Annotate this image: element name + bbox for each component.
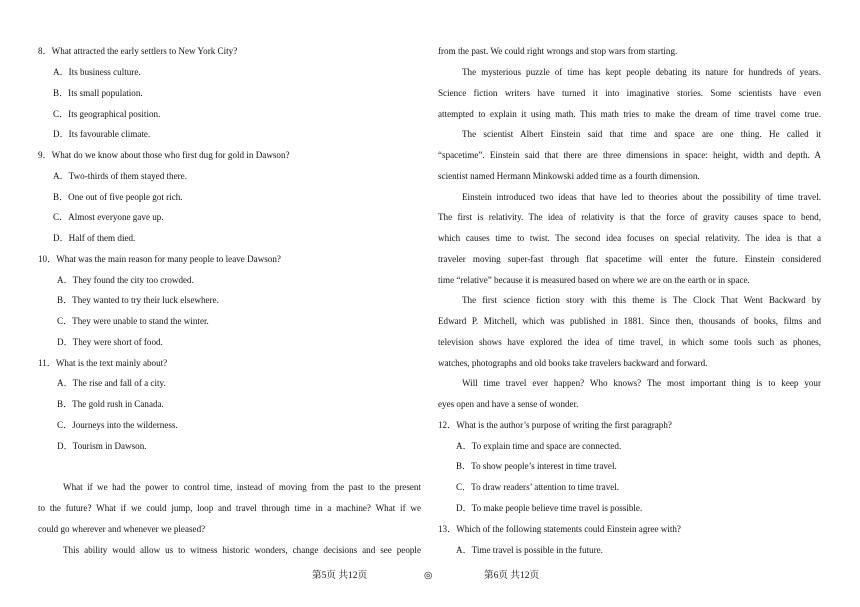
- passage-line: Will time travel ever happen? Who knows? The most important thing is to keep your: [462, 378, 821, 388]
- question-12-stem: 12．What is the author’s purpose of writing the first paragraph?: [438, 420, 672, 430]
- question-10-option-d: D．They were short of food.: [57, 337, 163, 347]
- question-9-option-b: B．One out of five people got rich.: [53, 192, 183, 202]
- question-12-option-c: C．To draw readers’ attention to time travel.: [456, 482, 620, 492]
- passage-line: attempted to explain it using math. This math tries to make the dream of time travel come true.: [438, 109, 821, 119]
- question-8-option-a: A．Its business culture.: [53, 67, 141, 77]
- question-8-option-d: D．Its favourable climate.: [53, 129, 151, 139]
- question-9-stem: 9．What do we know about those who first dug for gold in Dawson?: [38, 150, 290, 160]
- passage-line: television shows have explored the idea of time travel, in which some tools such as phones,: [438, 337, 821, 347]
- question-8-option-c: C．Its geographical position.: [53, 109, 161, 119]
- passage-line: The first is relativity. The idea of relativity is that the force of gravity causes space to bend,: [438, 212, 821, 222]
- passage-line: time “relative” because it is measured based on where we are on the earth or in space.: [438, 275, 750, 285]
- passage-line: The first science fiction story with this theme is The Clock That Went Backward by: [462, 295, 821, 305]
- passage-line: traveler moving super-fast through flat spacetime will enter the future. Einstein considered: [438, 254, 821, 264]
- passage-line: watches, photographs and old books take travelers backward and forward.: [438, 358, 708, 368]
- passage-line: which causes time to twist. The second idea focuses on special relativity. The idea is that a: [438, 233, 821, 243]
- passage-line: Science fiction writers have turned it into imaginative stories. Some scientists have even: [438, 88, 821, 98]
- question-8-stem: 8．What attracted the early settlers to New York City?: [38, 46, 238, 56]
- question-10-option-c: C．They were unable to stand the winter.: [57, 316, 209, 326]
- center-mark-icon: ◎: [424, 570, 433, 581]
- question-10-stem: 10．What was the main reason for many people to leave Dawson?: [38, 254, 281, 264]
- passage-line: The mysterious puzzle of time has kept people debating its nature for hundreds of years.: [462, 67, 821, 77]
- passage-line: to the future? What if we could jump, loop and travel through time in a machine? What if we: [38, 503, 421, 513]
- passage-line: could go wherever and whenever we pleased?: [38, 524, 206, 534]
- passage-line: The scientist Albert Einstein said that time and space are one thing. He called it: [462, 129, 821, 139]
- passage-line: scientist named Hermann Minkowski added time as a fourth dimension.: [438, 171, 700, 181]
- passage-line: “spacetime”. Einstein said that there are three dimensions in space: height, width and depth. A: [438, 150, 821, 160]
- passage-line: Einstein introduced two ideas that have led to theories about the possibility of time travel.: [462, 192, 821, 202]
- question-12-option-b: B．To show people’s interest in time travel.: [456, 461, 617, 471]
- question-13-stem: 13．Which of the following statements could Einstein agree with?: [438, 524, 681, 534]
- question-9-option-d: D．Half of them died.: [53, 233, 136, 243]
- question-9-option-a: A．Two-thirds of them stayed there.: [53, 171, 187, 181]
- question-11-option-d: D．Tourism in Dawson.: [57, 441, 147, 451]
- question-8-option-b: B．Its small population.: [53, 88, 143, 98]
- passage-line: Edward P. Mitchell, which was published in 1881. Since then, thousands of books, films and: [438, 316, 821, 326]
- question-10-option-a: A．They found the city too crowded.: [57, 275, 194, 285]
- question-12-option-d: D．To make people believe time travel is possible.: [456, 503, 643, 513]
- question-13-option-a: A．Time travel is possible in the future.: [456, 545, 603, 555]
- question-11-option-a: A．The rise and fall of a city.: [57, 378, 166, 388]
- passage-line: from the past. We could right wrongs and stop wars from starting.: [438, 46, 678, 56]
- question-11-option-c: C．Journeys into the wilderness.: [57, 420, 178, 430]
- question-11-option-b: B．The gold rush in Canada.: [57, 399, 164, 409]
- question-10-option-b: B．They wanted to try their luck elsewhere.: [57, 295, 219, 305]
- passage-line: eyes open and have a sense of wonder.: [438, 399, 579, 409]
- passage-line: What if we had the power to control time, instead of moving from the past to the present: [63, 482, 421, 492]
- passage-line: This ability would allow us to witness historic wonders, change decisions and see people: [63, 545, 421, 555]
- page-number-left: 第5页 共12页: [312, 570, 368, 581]
- question-11-stem: 11．What is the text mainly about?: [38, 358, 168, 368]
- question-12-option-a: A．To explain time and space are connected.: [456, 441, 622, 451]
- page-number-right: 第6页 共12页: [484, 570, 540, 581]
- question-9-option-c: C．Almost everyone gave up.: [53, 212, 164, 222]
